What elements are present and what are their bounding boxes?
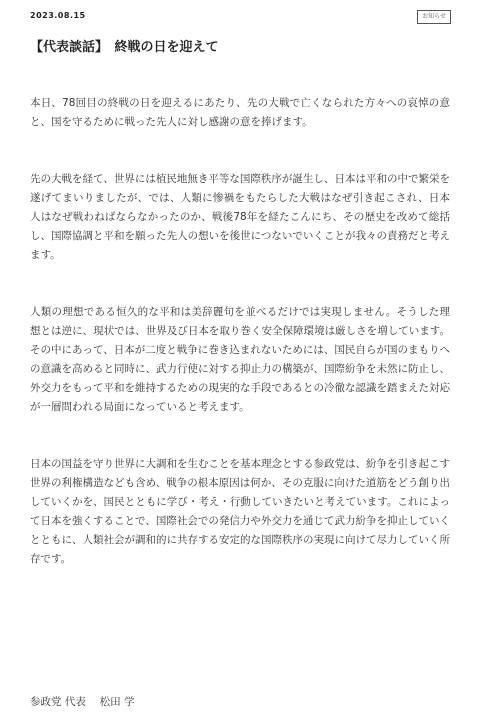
article-title: 【代表談話】 終戦の日を迎えて: [30, 40, 219, 55]
paragraph-3: 人類の理想である恒久的な平和は美辞麗句を並べるだけでは実現しません。そうした理想とは逆に、現状では、世界及び日本を取り巻く安全保障環境は厳しさを増しています。その中にあって、日本が二度と戦争に巻き込まれないためには、国民自らが国のまもりへの意識を高めると同時に、武力行使に対する抑止力の構築が、国際紛争を未然に防止し、外交力をもって平和を維持するための現実的な手段であるとの冷徹な認識を踏まえた対応が一層問われる局面になっていると考えます。: [30, 306, 450, 413]
paragraph-4: 日本の国益を守り世界に大調和を生むことを基本理念とする参政党は、紛争を引き起こす世界の利権構造なども含め、戦争の根本原因は何か、その克服に向けた道筋をどう創り出していくかを、国民とともに学び・考え・行動していきたいと考えています。これによって日本を強くすることで、国際社会での発信力や外交力を通じて武力紛争を抑止していくとともに、人類社会が調和的に共存する安定的な国際秩序の実現に向けて尽力していく所存です。: [30, 458, 450, 565]
article: [30, 0, 450, 720]
article-body: [30, 94, 450, 607]
category-badge[interactable]: お知らせ: [417, 10, 451, 24]
post-date: 2023.08.15: [30, 11, 86, 20]
signature: 参政党 代表 松田 学: [30, 696, 135, 708]
paragraph-2: 先の大戦を経て、世界には植民地無き平等な国際秩序が誕生し、日本は平和の中で繁栄を遂げてまいりましたが、では、人類に惨禍をもたらした大戦はなぜ引き起こされ、日本人はなぜ戦わねばならなかったのか、戦後78年を経たこんにち、その歴史を改めて総括し、国際協調と平和を願った先人の想いを後世につないでいくことが我々の責務だと考えます。: [30, 173, 450, 261]
paragraph-1: 本日、78回目の終戦の日を迎えるにあたり、先の大戦で亡くなられた方々への哀悼の意と、国を守るために戦った先人に対し感謝の意を捧げます。: [30, 97, 450, 128]
